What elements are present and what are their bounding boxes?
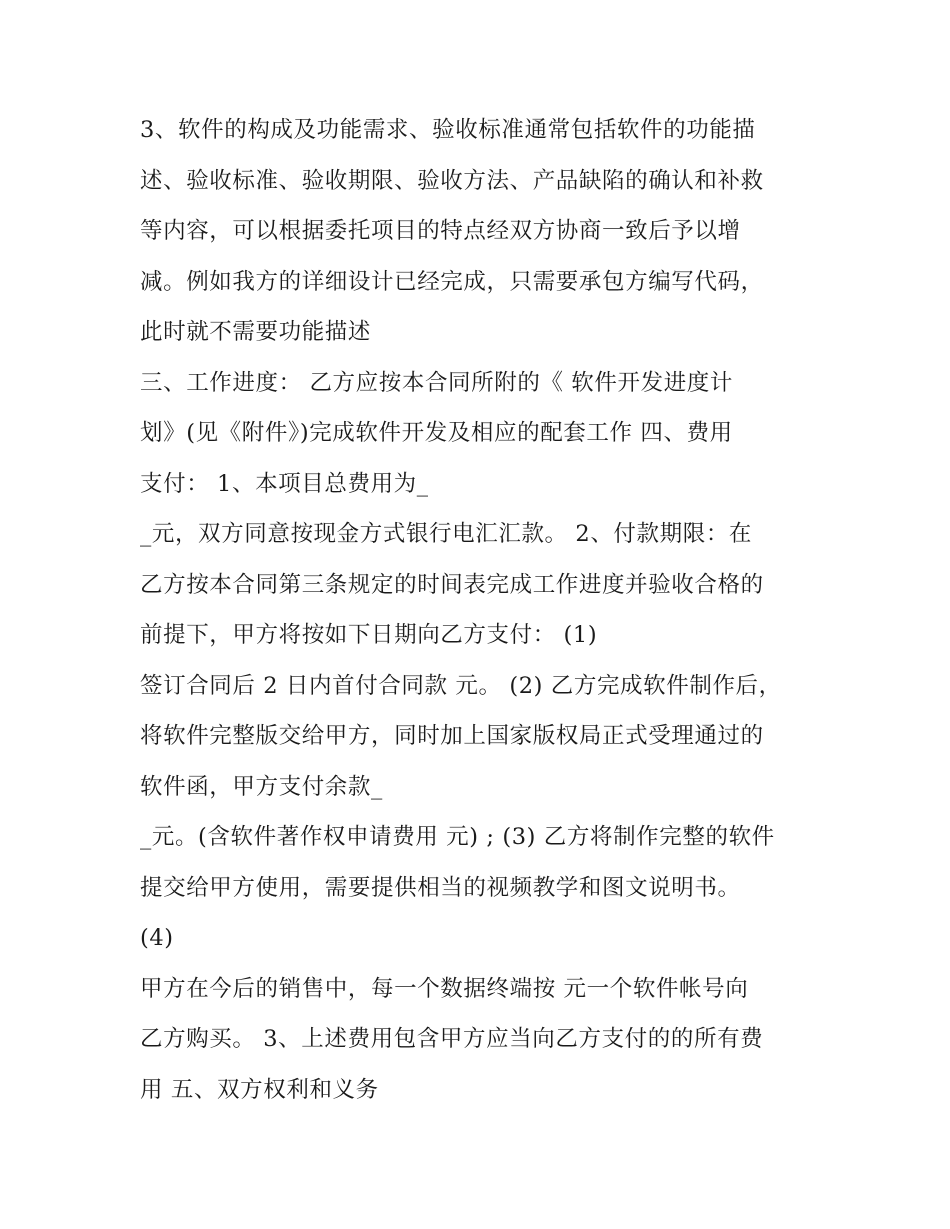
text-line: 乙方购买。 3、上述费用包含甲方应当向乙方支付的的所有费 [140,1026,764,1052]
text-line: 此时就不需要功能描述 [140,319,372,345]
text-line: 提交给甲方使用，需要提供相当的视频教学和图文说明书。 [140,875,741,901]
text-line: 用 五、双方权利和义务 [140,1077,379,1103]
text-line: 将软件完整版交给甲方，同时加上国家版权局正式受理通过的 [140,723,764,749]
text-line: 甲方在今后的销售中，每一个数据终端按 元一个软件帐号向 [140,976,749,1002]
text-line: 述、验收标准、验收期限、验收方法、产品缺陷的确认和补救 [140,168,764,194]
text-line: 3、软件的构成及功能需求、验收标准通常包括软件的功能描 [140,117,756,143]
text-line: 支付： 1、本项目总费用为_ [140,471,429,497]
text-line: (4) [140,925,174,951]
text-line: 划》(见《附件》)完成软件开发及相应的配套工作 四、费用 [140,420,733,446]
text-line: 前提下，甲方将按如下日期向乙方支付： (1) [140,622,598,648]
text-line: 三、工作进度： 乙方应按本合同所附的《 软件开发进度计 [140,370,734,396]
text-line: _元。(含软件著作权申请费用 元) ; (3) 乙方将制作完整的软件 [140,824,775,850]
text-line: _元，双方同意按现金方式银行电汇汇款。 2、付款期限：在 [140,521,753,547]
text-line: 等内容，可以根据委托项目的特点经双方协商一致后予以增 [140,218,741,244]
text-line: 签订合同后 2 日内首付合同款 元。 (2) 乙方完成软件制作后， [140,673,782,699]
text-line: 乙方按本合同第三条规定的时间表完成工作进度并验收合格的 [140,572,764,598]
text-line: 软件函，甲方支付余款_ [140,774,383,800]
text-line: 减。例如我方的详细设计已经完成，只需要承包方编写代码， [140,269,764,295]
